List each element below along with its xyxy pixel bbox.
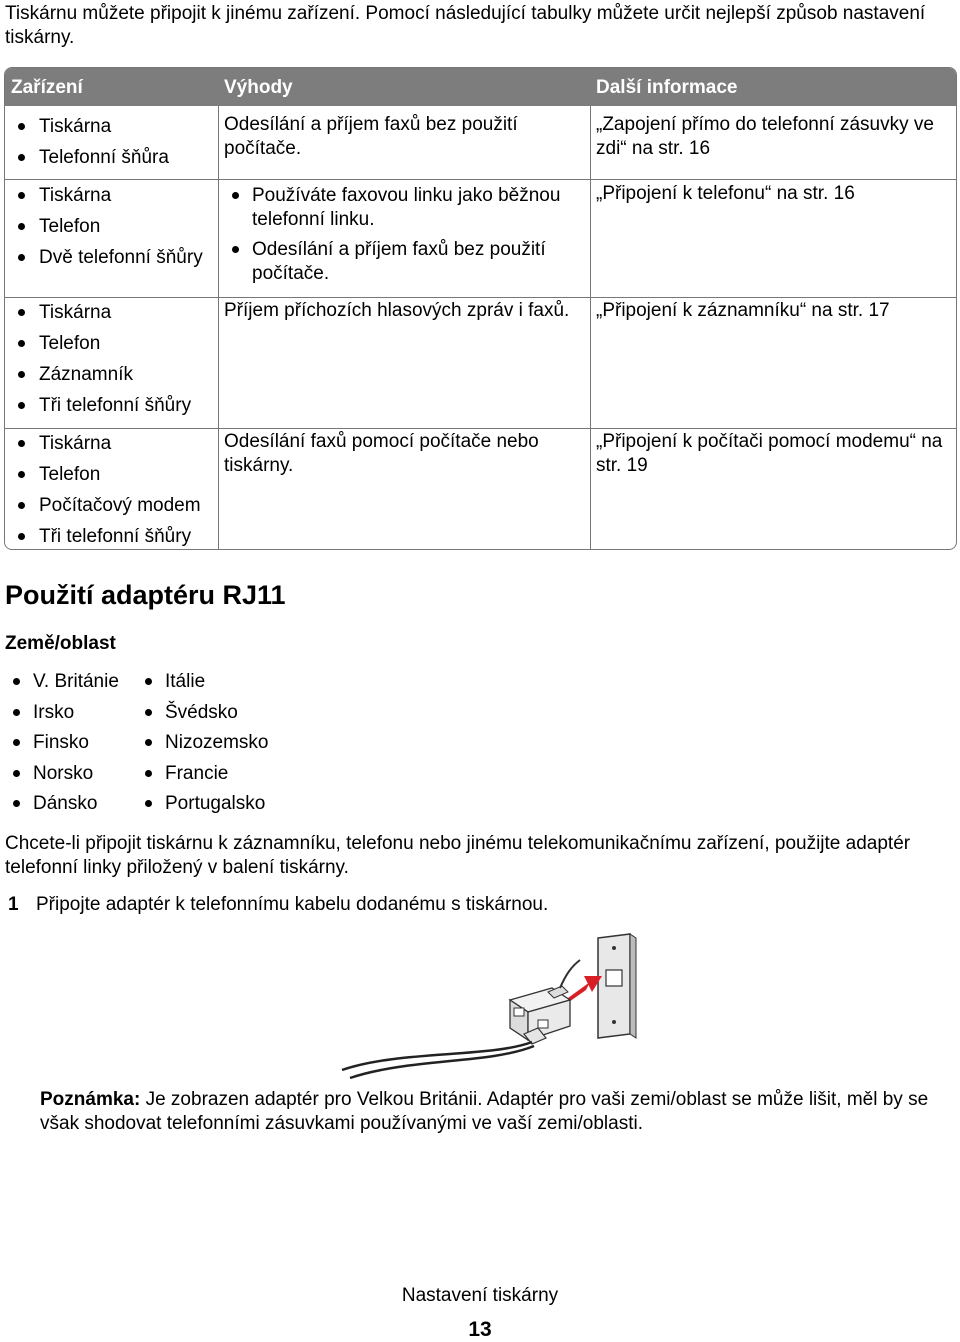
note-text [40, 1088, 955, 1136]
wall-jack-icon [598, 934, 636, 1038]
country-item: Itálie [137, 670, 337, 701]
country-heading: Země/oblast [5, 633, 116, 654]
section-title: Použití adaptéru RJ11 [5, 580, 286, 610]
step-1 [5, 893, 548, 917]
device-item: Telefon [5, 215, 217, 246]
device-item: Tři telefonní šňůry [5, 394, 217, 425]
country-list-2 [137, 670, 337, 823]
device-item: Tiskárna [5, 184, 217, 215]
benefit-text: Příjem příchozích hlasových zpráv i faxů. [224, 300, 570, 321]
country-list-1 [5, 670, 135, 823]
page-number: 13 [468, 1318, 492, 1341]
table-row [5, 432, 217, 550]
device-item: Tři telefonní šňůry [5, 525, 217, 550]
country-item: Francie [137, 762, 337, 793]
body-paragraph: Chcete-li připojit tiskárnu k záznamníku, telefonu nebo jinému telekomunikačnímu zařízení, použijte adaptér telefonní linky přiložený v balení tiskárny. [5, 833, 911, 878]
table-row [5, 301, 217, 425]
country-item: Portugalsko [137, 792, 337, 823]
header-devices: Zařízení [11, 77, 83, 98]
device-item: Tiskárna [5, 301, 217, 332]
footer-title: Nastavení tiskárny [401, 1285, 559, 1306]
info-link[interactable]: „Připojení k záznamníku“ na str. 17 [596, 300, 890, 321]
arrow-icon [566, 976, 602, 1004]
benefit-text: Odesílání faxů pomocí počítače nebo tiskárny. [224, 431, 539, 476]
info-link[interactable]: „Připojení k počítači pomocí modemu“ na str. 19 [596, 431, 943, 476]
country-item: Dánsko [5, 792, 135, 823]
device-item: Tiskárna [5, 115, 217, 146]
country-item: Finsko [5, 731, 135, 762]
info-link[interactable]: „Připojení k telefonu“ na str. 16 [596, 183, 855, 204]
table-row [5, 184, 217, 277]
header-benefits: Výhody [224, 77, 293, 98]
device-item: Záznamník [5, 363, 217, 394]
info-link[interactable]: „Zapojení přímo do telefonní zásuvky ve zdi“ na str. 16 [596, 114, 934, 159]
benefit-item: Používáte faxovou linku jako běžnou telefonní linku. [224, 184, 584, 232]
country-item: Norsko [5, 762, 135, 793]
step-number: 1 [8, 894, 19, 915]
country-item: Švédsko [137, 701, 337, 732]
table-header [5, 68, 956, 106]
device-item: Telefon [5, 332, 217, 363]
device-item: Dvě telefonní šňůry [5, 246, 217, 277]
header-info: Další informace [596, 77, 738, 98]
device-item: Telefon [5, 463, 217, 494]
device-item: Počítačový modem [5, 494, 217, 525]
country-item: V. Británie [5, 670, 135, 701]
country-item: Irsko [5, 701, 135, 732]
country-item: Nizozemsko [137, 731, 337, 762]
note-label: Poznámka: [40, 1089, 141, 1110]
table-row [5, 115, 217, 177]
device-item: Telefonní šňůra [5, 146, 217, 177]
intro-text: Tiskárnu můžete připojit k jinému zařízení. Pomocí následující tabulky můžete určit nejlepší způsob nastavení tiskárny. [5, 3, 926, 48]
note-body: Je zobrazen adaptér pro Velkou Británii. Adaptér pro vaši zemi/oblast se může lišit, měl by se však shodovat telefonními zásuvkami používanými ve vaší zemi/oblasti. [40, 1089, 929, 1134]
step-text: Připojte adaptér k telefonnímu kabelu dodanému s tiskárnou. [36, 894, 549, 915]
benefit-item: Odesílání a příjem faxů bez použití počítače. [224, 238, 584, 286]
benefit-text: Odesílání a příjem faxů bez použití počítače. [224, 114, 518, 159]
connection-table [4, 67, 957, 550]
device-item: Tiskárna [5, 432, 217, 463]
rj11-adapter-illustration [340, 930, 660, 1080]
